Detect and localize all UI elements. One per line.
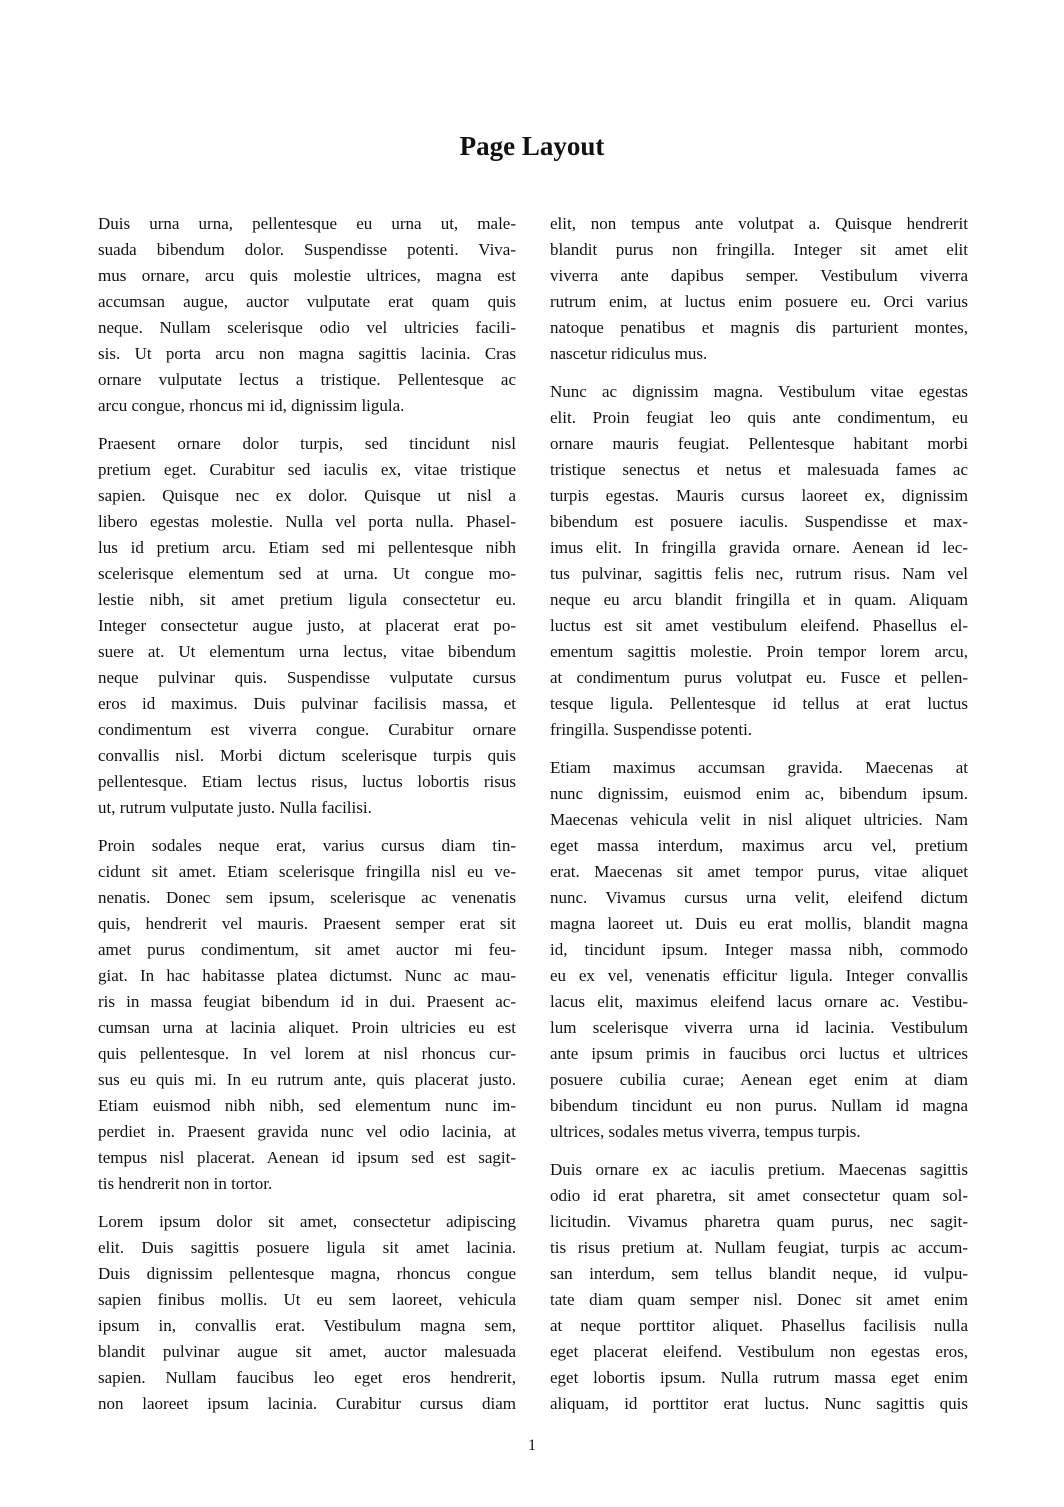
text-line: condimentum est viverra congue. Curabitur ornare [98, 720, 516, 739]
text-line: Proin sodales neque erat, varius cursus diam tin- [98, 836, 516, 855]
text-line: mus ornare, arcu quis molestie ultrices, magna est [98, 266, 516, 285]
text-line: ementum sagittis molestie. Proin tempor lorem arcu, [550, 642, 968, 661]
text-line: at neque porttitor aliquet. Phasellus facilisis nulla [550, 1316, 968, 1335]
left-column [98, 211, 516, 1429]
text-line: aliquam, id porttitor erat luctus. Nunc sagittis quis [550, 1394, 968, 1413]
text-line: sis. Ut porta arcu non magna sagittis lacinia. Cras [98, 344, 516, 363]
text-line: Duis ornare ex ac iaculis pretium. Maecenas sagittis [550, 1160, 968, 1179]
text-line: lestie nibh, sit amet pretium ligula consectetur eu. [98, 590, 516, 609]
text-line: suere at. Ut elementum urna lectus, vitae bibendum [98, 642, 516, 661]
text-line: tesque ligula. Pellentesque id tellus at erat luctus [550, 694, 968, 713]
text-line: imus elit. In fringilla gravida ornare. Aenean id lec- [550, 538, 968, 557]
text-line: Lorem ipsum dolor sit amet, consectetur adipiscing [98, 1212, 516, 1231]
text-line: turpis egestas. Mauris cursus laoreet ex, dignissim [550, 486, 968, 505]
text-line: accumsan augue, auctor vulputate erat quam quis [98, 292, 516, 311]
text-line: Maecenas vehicula velit in nisl aliquet ultricies. Nam [550, 810, 968, 829]
text-line: Duis urna urna, pellentesque eu urna ut, male- [98, 214, 516, 233]
text-line: eu ex vel, venenatis efficitur ligula. Integer convallis [550, 966, 968, 985]
text-line: perdiet in. Praesent gravida nunc vel odio lacinia, at [98, 1122, 516, 1141]
text-line: eros id maximus. Duis pulvinar facilisis massa, et [98, 694, 516, 713]
text-line: ultrices, sodales metus viverra, tempus turpis. [550, 1122, 861, 1141]
paragraph [550, 379, 968, 743]
text-line: blandit purus non fringilla. Integer sit amet elit [550, 240, 968, 259]
page-number: 1 [528, 1437, 536, 1454]
text-line: ris in massa feugiat bibendum id in dui. Praesent ac- [98, 992, 516, 1011]
text-line: bibendum tincidunt eu non purus. Nullam id magna [550, 1096, 968, 1115]
text-line: odio id erat pharetra, sit amet consectetur quam sol- [550, 1186, 968, 1205]
text-line: sapien. Quisque nec ex dolor. Quisque ut nisl a [98, 486, 516, 505]
text-line: fringilla. Suspendisse potenti. [550, 720, 753, 739]
text-line: lum scelerisque viverra urna id lacinia. Vestibulum [550, 1018, 968, 1037]
text-line: suada bibendum dolor. Suspendisse potenti. Viva- [98, 240, 516, 259]
text-line: sapien. Nullam faucibus leo eget eros hendrerit, [98, 1368, 516, 1387]
text-line: tristique senectus et netus et malesuada fames ac [550, 460, 968, 479]
text-line: nascetur ridiculus mus. [550, 344, 708, 363]
text-line: elit, non tempus ante volutpat a. Quisque hendrerit [550, 214, 968, 233]
text-line: convallis nisl. Morbi dictum scelerisque turpis quis [98, 746, 516, 765]
text-line: natoque penatibus et magnis dis parturient montes, [550, 318, 968, 337]
text-line: Etiam euismod nibh nibh, sed elementum nunc im- [98, 1096, 516, 1115]
paragraph [98, 1209, 516, 1417]
text-line: tempus nisl placerat. Aenean id ipsum sed est sagit- [98, 1148, 516, 1167]
text-line: magna laoreet ut. Duis eu erat mollis, blandit magna [550, 914, 968, 933]
text-line: ante ipsum primis in faucibus orci luctus et ultrices [550, 1044, 968, 1063]
text-line: libero egestas molestie. Nulla vel porta nulla. Phasel- [98, 512, 516, 531]
text-line: lus id pretium arcu. Etiam sed mi pellentesque nibh [98, 538, 516, 557]
page-title: Page Layout [459, 131, 605, 161]
text-line: tis hendrerit non in tortor. [98, 1174, 273, 1193]
text-line: viverra ante dapibus semper. Vestibulum viverra [550, 266, 968, 285]
text-line: ut, rutrum vulputate justo. Nulla facilisi. [98, 798, 372, 817]
text-line: nunc. Vivamus cursus urna velit, eleifend dictum [550, 888, 968, 907]
text-line: ornare vulputate lectus a tristique. Pellentesque ac [98, 370, 516, 389]
text-line: at condimentum purus volutpat eu. Fusce et pellen- [550, 668, 968, 687]
text-line: licitudin. Vivamus pharetra quam purus, nec sagit- [550, 1212, 968, 1231]
text-line: luctus est sit amet vestibulum eleifend. Phasellus el- [550, 616, 968, 635]
text-line: Integer consectetur augue justo, at placerat erat po- [98, 616, 516, 635]
text-line: blandit pulvinar augue sit amet, auctor malesuada [98, 1342, 516, 1361]
text-line: sapien finibus mollis. Ut eu sem laoreet, vehicula [98, 1290, 516, 1309]
text-line: ipsum in, convallis erat. Vestibulum magna sem, [98, 1316, 516, 1335]
paragraph [550, 211, 968, 367]
text-line: Nunc ac dignissim magna. Vestibulum vitae egestas [550, 382, 968, 401]
text-line: bibendum est posuere iaculis. Suspendisse et max- [550, 512, 968, 531]
text-line: nenatis. Donec sem ipsum, scelerisque ac venenatis [98, 888, 516, 907]
text-line: tus pulvinar, sagittis felis nec, rutrum risus. Nam vel [550, 564, 968, 583]
text-line: san interdum, sem tellus blandit neque, id vulpu- [550, 1264, 968, 1283]
paragraph [98, 833, 516, 1197]
text-line: elit. Proin feugiat leo quis ante condimentum, eu [550, 408, 968, 427]
text-line: quis pellentesque. In vel lorem at nisl rhoncus cur- [98, 1044, 516, 1063]
text-line: cumsan urna at lacinia aliquet. Proin ultricies eu est [98, 1018, 516, 1037]
text-line: Duis dignissim pellentesque magna, rhoncus congue [98, 1264, 516, 1283]
text-line: neque. Nullam scelerisque odio vel ultricies facili- [98, 318, 516, 337]
text-line: posuere cubilia curae; Aenean eget enim at diam [550, 1070, 968, 1089]
text-line: tis risus pretium at. Nullam feugiat, turpis ac accum- [550, 1238, 968, 1257]
text-line: eget lobortis ipsum. Nulla rutrum massa eget enim [550, 1368, 968, 1387]
text-line: ornare mauris feugiat. Pellentesque habitant morbi [550, 434, 968, 453]
text-line: Etiam maximus accumsan gravida. Maecenas at [550, 758, 968, 777]
text-line: Praesent ornare dolor turpis, sed tincidunt nisl [98, 434, 516, 453]
text-line: neque pulvinar quis. Suspendisse vulputate cursus [98, 668, 516, 687]
paragraph [98, 431, 516, 821]
text-line: cidunt sit amet. Etiam scelerisque fringilla nisl eu ve- [98, 862, 516, 881]
text-line: quis, hendrerit vel mauris. Praesent semper erat sit [98, 914, 516, 933]
text-line: nunc dignissim, euismod enim ac, bibendum ipsum. [550, 784, 968, 803]
text-line: scelerisque elementum sed at urna. Ut congue mo- [98, 564, 516, 583]
paragraph [550, 1157, 968, 1417]
text-line: eget placerat eleifend. Vestibulum non egestas eros, [550, 1342, 968, 1361]
paragraph [98, 211, 516, 419]
text-line: neque eu arcu blandit fringilla et in quam. Aliquam [550, 590, 968, 609]
right-column [550, 211, 968, 1429]
text-line: pretium eget. Curabitur sed iaculis ex, vitae tristique [98, 460, 516, 479]
text-line: pellentesque. Etiam lectus risus, luctus lobortis risus [98, 772, 516, 791]
text-line: lacus elit, maximus eleifend lacus ornare ac. Vestibu- [550, 992, 968, 1011]
text-line: eget massa interdum, maximus arcu vel, pretium [550, 836, 968, 855]
text-line: rutrum enim, at luctus enim posuere eu. Orci varius [550, 292, 968, 311]
text-line: elit. Duis sagittis posuere ligula sit amet lacinia. [98, 1238, 516, 1257]
text-line: arcu congue, rhoncus mi id, dignissim ligula. [98, 396, 405, 415]
text-line: tate diam quam semper nisl. Donec sit amet enim [550, 1290, 968, 1309]
paragraph [550, 755, 968, 1145]
text-line: amet purus condimentum, sit amet auctor mi feu- [98, 940, 516, 959]
text-line: sus eu quis mi. In eu rutrum ante, quis placerat justo. [98, 1070, 516, 1089]
text-line: non laoreet ipsum lacinia. Curabitur cursus diam [98, 1394, 516, 1413]
text-line: giat. In hac habitasse platea dictumst. Nunc ac mau- [98, 966, 516, 985]
text-line: id, tincidunt ipsum. Integer massa nibh, commodo [550, 940, 968, 959]
text-line: erat. Maecenas sit amet tempor purus, vitae aliquet [550, 862, 968, 881]
